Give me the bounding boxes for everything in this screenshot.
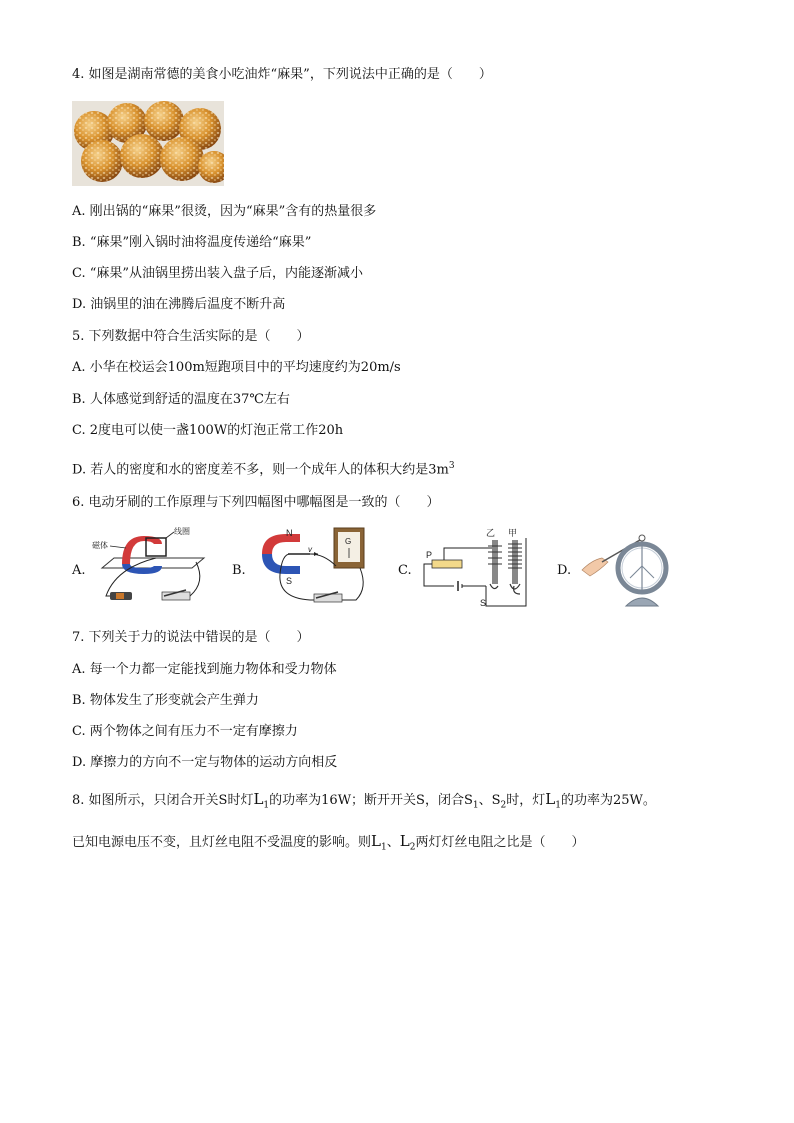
q8-text-6: 已知电源电压不变，且灯丝电阻不受温度的影响。则 [72,835,372,850]
q7-option-c: C. 两个物体之间有压力不一定有摩擦力 [72,724,298,739]
q8-text-4: 时，灯 [506,793,546,808]
label-slider-p: P [426,550,433,560]
figure-d-hand-rotating-ring [578,526,688,610]
q5-option-b: B. 人体感觉到舒适的温度在37℃左右 [72,392,290,407]
q8-s1-sub: 1 [472,800,479,811]
q4-option-a: A. 刚出锅的“麻果”很烫，因为“麻果”含有的热量很多 [72,204,377,219]
q4-option-b: B. “麻果”刚入锅时油将温度传递给“麻果” [72,235,312,250]
q8-l1-symbol: L [253,790,264,808]
q5-option-d [72,457,455,479]
q8-text-3: 、S [478,793,501,808]
q4-stem: 4. 如图是湖南常德的美食小吃油炸“麻果”，下列说法中正确的是（ ） [72,67,492,82]
q7-option-d: D. 摩擦力的方向不一定与物体的运动方向相反 [72,755,338,770]
label-galvanometer: G [345,537,352,546]
cube-exponent: 3 [448,461,455,471]
q7-option-b: B. 物体发生了形变就会产生弹力 [72,693,259,708]
q7-option-a: A. 每一个力都一定能找到施力物体和受力物体 [72,662,337,677]
figure-c-electromagnets [414,526,532,610]
q8-text-8: 两灯灯丝电阻之比是（ ） [415,835,585,850]
q5-option-a: A. 小华在校运会100m短跑项目中的平均速度约为20m/s [72,360,401,375]
q8-line-2 [72,832,584,857]
q8-line-1 [72,790,656,815]
q8-text-7: 、 [386,835,400,850]
q8-s2-sub: 2 [500,800,507,811]
label-north: N [286,528,293,538]
q6-letter-a: A. [72,563,86,578]
q8-l1-symbol-2: L [545,790,556,808]
label-velocity: v [308,545,312,554]
q6-letter-b: B. [232,563,246,578]
q8-text-5: 的功率为25W。 [560,793,656,808]
q8-l1-sub: 1 [263,800,270,811]
q8-l2-sub: 2 [409,842,416,853]
q6-stem: 6. 电动牙刷的工作原理与下列四幅图中哪幅图是一致的（ ） [72,495,440,510]
figure-a-motor [92,524,212,610]
q8-text-1: 8. 如图所示，只闭合开关S时灯 [72,793,254,808]
q8-l1-sub-2: 1 [555,800,561,811]
label-yi: 乙 [486,528,496,538]
q8-l2-symbol: L [399,832,410,850]
q8-l1-sub-3: 1 [380,842,387,853]
q4-option-d: D. 油锅里的油在沸腾后温度不断升高 [72,297,286,312]
label-south: S [286,576,293,586]
label-jia: 甲 [508,528,518,538]
figure-b-generator [250,524,370,610]
q7-stem: 7. 下列关于力的说法中错误的是（ ） [72,630,310,645]
q8-l1-symbol-3: L [371,832,381,850]
q5-option-c: C. 2度电可以使一盏100W的灯泡正常工作20h [72,423,344,438]
label-switch-s: S [480,598,487,608]
q6-letter-d: D. [557,563,572,578]
label-magnet: 磁体 [92,541,108,550]
q5-stem: 5. 下列数据中符合生活实际的是（ ） [72,329,310,344]
q6-letter-c: C. [398,563,412,578]
sesame-balls-photo [72,101,224,186]
label-coil: 线圈 [174,527,190,536]
q5-option-d-text: D. 若人的密度和水的密度差不多，则一个成年人的体积大约是3m [72,462,449,478]
q8-text-2: 的功率为16W；断开开关S，闭合S [269,793,473,808]
q4-option-c: C. “麻果”从油锅里捞出装入盘子后，内能逐渐减小 [72,266,364,281]
